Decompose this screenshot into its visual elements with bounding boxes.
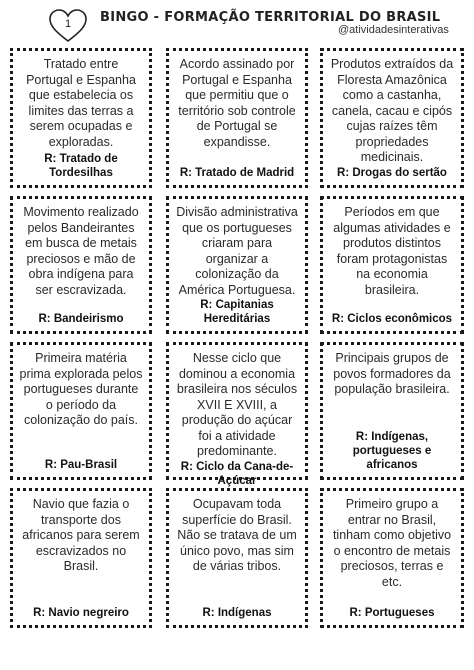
card-question: Tratado entre Portugal e Espanha que estabelecia os limites das terras a serem ocupadas e exploradas. [26, 57, 136, 149]
bingo-card [10, 342, 152, 480]
card-answer: R: Bandeirismo [38, 313, 124, 325]
page-number: 1 [64, 18, 72, 30]
card-question: Primeiro grupo a entrar no Brasil, tinham como objetivo o encontro de metais preciosos, terras e etc. [332, 497, 452, 589]
card-answer: R: Pau-Brasil [44, 459, 118, 471]
card-answer: R: Indígenas, portugueses e africanos [352, 431, 432, 471]
card-question: Navio que fazia o transporte dos africanos para serem escravizados no Brasil. [22, 497, 140, 573]
card-question: Primeira matéria prima explorada pelos portugueses durante o período da colonização do país. [19, 351, 143, 427]
bingo-card [10, 488, 152, 628]
bingo-card [10, 48, 152, 188]
bingo-card [166, 342, 308, 487]
card-answer: R: Navio negreiro [33, 607, 129, 619]
card-question: Ocupavam toda superfície do Brasil. Não se tratava de um único povo, mas sim de várias tribos. [177, 497, 297, 573]
card-question: Acordo assinado por Portugal e Espanha que permitiu que o território sob controle de Portugal se expandisse. [178, 57, 296, 149]
bingo-card [166, 48, 308, 188]
card-answer: R: Ciclo da Cana-de-Açúcar [180, 460, 294, 487]
bingo-card [166, 488, 308, 628]
card-answer: R: Ciclos econômicos [331, 313, 453, 325]
card-question: Divisão administrativa que os portugueses criaram para organizar a colonização da América Portuguesa. [176, 205, 298, 297]
card-question: Produtos extraídos da Floresta Amazônica como a castanha, canela, cacau e cipós cujas raízes têm propriedades medicinais. [330, 57, 454, 164]
card-question: Períodos em que algumas atividades e produtos distintos foram protagonistas na economia brasileira. [333, 205, 451, 297]
card-question: Nesse ciclo que dominou a economia brasileira nos séculos XVII E XVIII, a produção do açúcar foi a atividade predominante. [176, 351, 298, 458]
card-question: Principais grupos de povos formadores da população brasileira. [333, 351, 451, 396]
bingo-card [320, 488, 464, 628]
card-answer: R: Tratado de Madrid [179, 167, 295, 179]
bingo-card [166, 196, 308, 334]
card-answer: R: Tratado de Tordesilhas [44, 153, 118, 179]
page-title: BINGO - FORMAÇÃO TERRITORIAL DO BRASIL [100, 10, 441, 25]
bingo-card [320, 342, 464, 480]
card-answer: R: Indígenas [202, 607, 272, 619]
author-handle: @atividadesinterativas [338, 24, 449, 36]
bingo-card [320, 196, 464, 334]
card-answer: R: Capitanias Hereditárias [200, 299, 274, 325]
bingo-card [320, 48, 464, 188]
card-question: Movimento realizado pelos Bandeirantes em busca de metais preciosos e mão de obra indígena para ser escravizada. [23, 205, 139, 297]
bingo-card [10, 196, 152, 334]
card-answer: R: Drogas do sertão [337, 167, 447, 179]
card-answer: R: Portugueses [349, 607, 435, 619]
